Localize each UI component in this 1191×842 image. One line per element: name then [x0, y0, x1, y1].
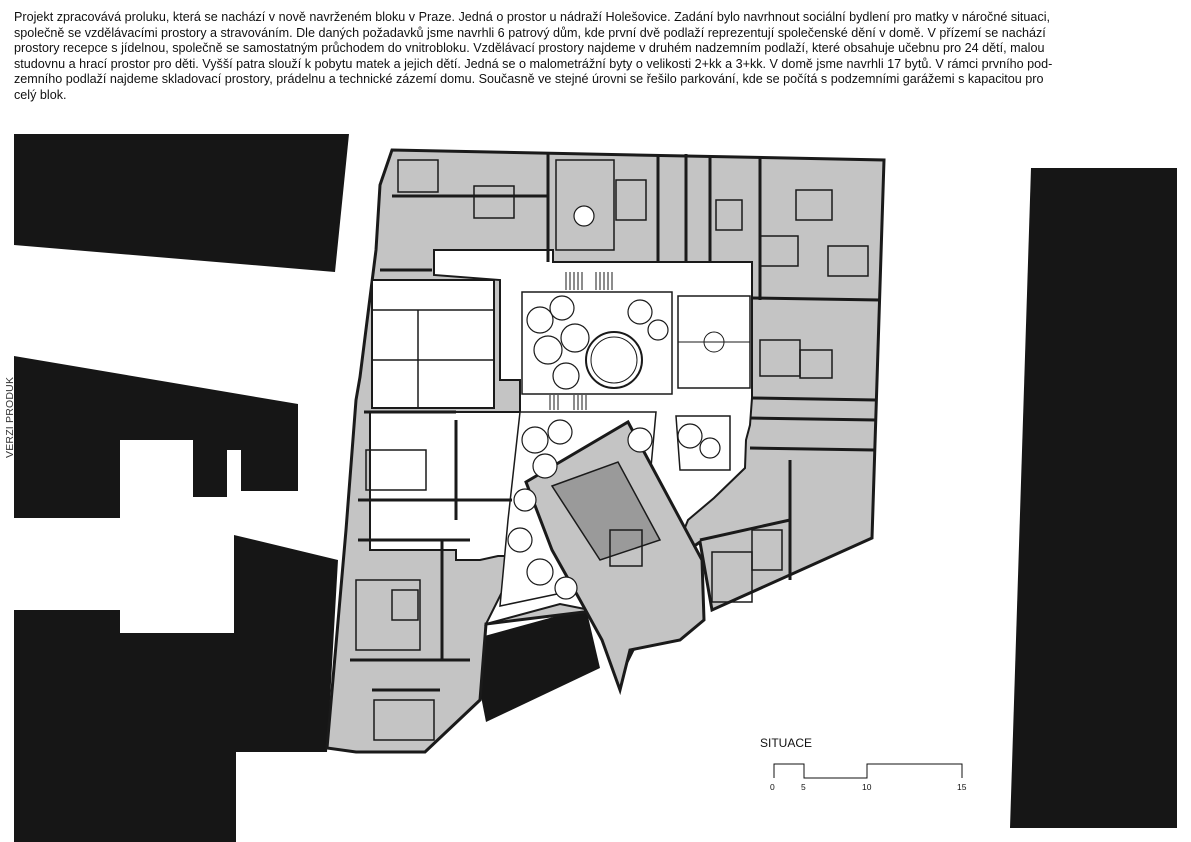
side-label: VERZI PRODUK [4, 376, 16, 458]
description-line: společně se vzdělávacími prostory a stravováním. Dle daných požadavků jsme navrhli 6 patrový dům, kde první dvě podlaží reprezentují společenské dění v domě. V přízemí se nachází [14, 25, 1046, 40]
scale-title: SITUACE [760, 736, 813, 750]
scale-tick-label: 0 [770, 782, 775, 792]
scale-bar [774, 764, 962, 778]
description-line: Projekt zpracovává proluku, která se nachází v nově navrženém bloku v Praze. Jedná o prostor u nádraží Holešovice. Zadání bylo navrhnout sociální bydlení pro matky v náročné situaci, [14, 10, 1051, 24]
spiral-stair [574, 206, 594, 226]
scale-tick-label: 5 [801, 782, 806, 792]
neighbor-block-bottom-left [14, 610, 120, 661]
neighbor-block-right [1010, 168, 1177, 828]
description-line: celý blok. [14, 87, 67, 102]
fountain [586, 332, 642, 388]
neighbor-block-top-left [14, 134, 349, 272]
description-line: prostory recepce s jídelnou, společně se samostatným průchodem do vnitrobloku. Vzdělávací prostory najdeme v druhém nadzemním podlaží, které obsahuje učebnu pro 24 dětí, malou [14, 41, 1045, 56]
description-line: studovnu a hrací prostor pro děti. Vyšší patra slouží k pobytu matek a jejich dětí. Jedná se o malometrážní byty o velikosti 2+kk a 3+kk. V domě jsme navrhli 17 bytů. V rámci prvního pod- [14, 56, 1053, 71]
neighbor-block-left [14, 356, 298, 518]
neighbor-block-bottom [14, 535, 338, 842]
neighbor-block-courtyard [470, 608, 600, 722]
scale-tick-label: 15 [957, 782, 967, 792]
building-footprint [327, 150, 884, 752]
reception-area [372, 280, 494, 408]
scale-tick-label: 10 [862, 782, 872, 792]
description-line: zemního podlaží najdeme skladovací prostory, prádelnu a technické zázemí domu. Současně ve stejné úrovni se řešilo parkování, kde se počítá s podzemními garážemi s kapacitou pro [14, 72, 1044, 87]
scale-bar-line [774, 764, 962, 778]
